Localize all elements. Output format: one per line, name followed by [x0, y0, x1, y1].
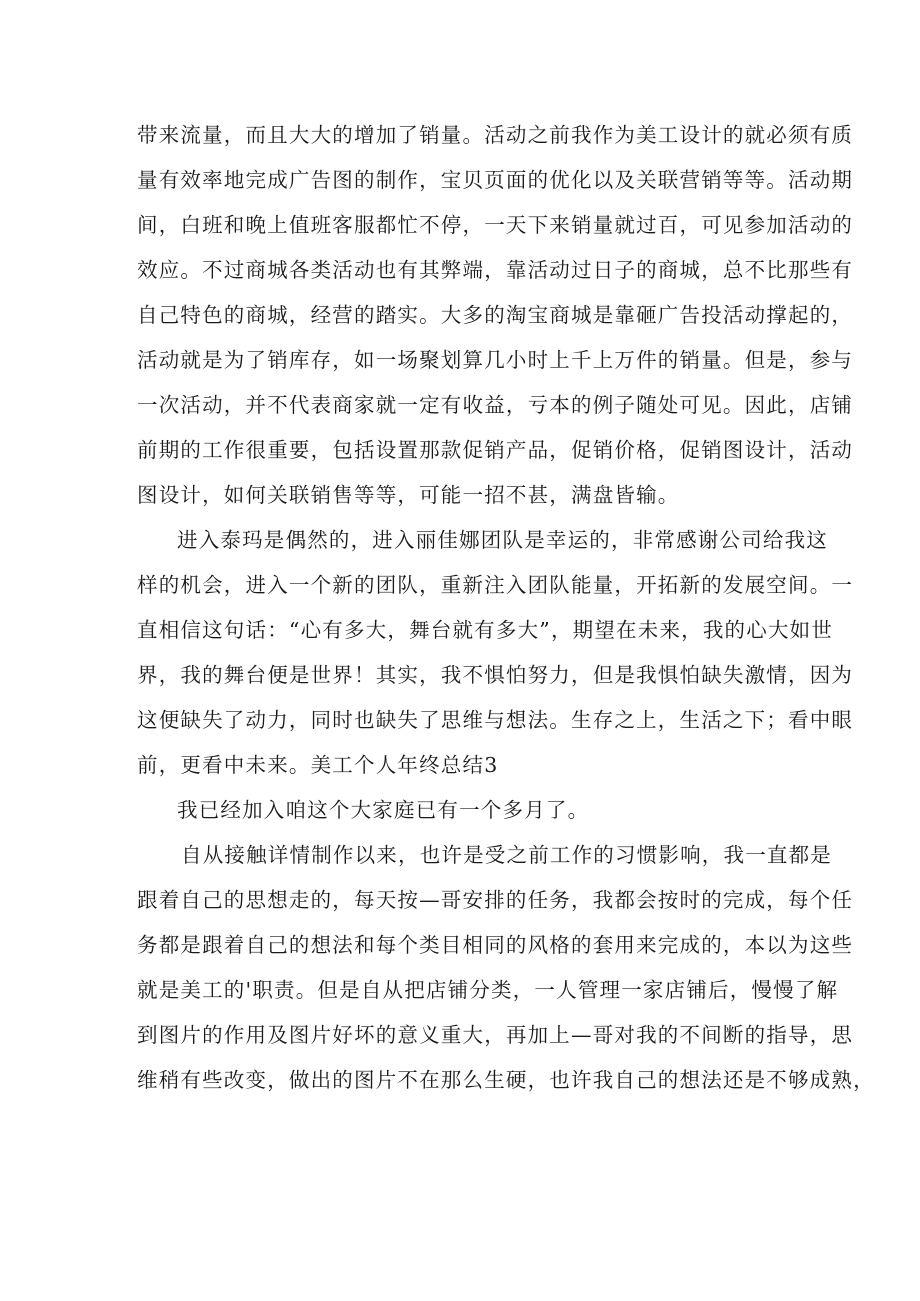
body-text — [137, 113, 875, 1103]
text-line: 自己特色的商城，经营的踏实。大多的淘宝商城是靠砸广告投活动撑起的， — [137, 303, 854, 327]
text-line: 图设计，如何关联销售等等，可能一招不甚，满盘皆输。 — [137, 483, 680, 507]
paragraph-start-line: 进入泰玛是偶然的，进入丽佳娜团队是幸运的，非常感谢公司给我这 — [177, 528, 828, 552]
text-line: 跟着自己的思想走的，每天按—哥安排的任务，我都会按时的完成，每个任 — [137, 888, 854, 912]
text-line: 就是美工的'职责。但是自从把店铺分类，一人管理一家店铺后，慢慢了解 — [137, 978, 839, 1002]
text-line: 间，白班和晚上值班客服都忙不停，一天下来销量就过百，可见参加活动的 — [137, 213, 854, 237]
text-line: 效应。不过商城各类活动也有其弊端，靠活动过日子的商城，总不比那些有 — [137, 258, 854, 282]
text-line: 维稍有些改变，做出的图片不在那么生硬，也许我自己的想法还是不够成熟， — [137, 1068, 875, 1092]
text-line: 量有效率地完成广告图的制作，宝贝页面的优化以及关联营销等等。活动期 — [137, 168, 854, 192]
text-line: 活动就是为了销库存，如一场聚划算几小时上千上万件的销量。但是，参与 — [137, 348, 854, 372]
text-line: 前期的工作很重要，包括设置那款促销产品，促销价格，促销图设计，活动 — [137, 438, 854, 462]
text-line: 直相信这句话：“心有多大，舞台就有多大”，期望在未来，我的心大如世 — [137, 618, 834, 642]
text-line: 前，更看中未来。美工个人年终总结3 — [137, 753, 499, 777]
text-line: 到图片的作用及图片好坏的意义重大，再加上—哥对我的不间断的指导，思 — [137, 1023, 854, 1047]
text-line: 一次活动，并不代表商家就一定有收益，亏本的例子随处可见。因此，店铺 — [137, 393, 854, 417]
paragraph-start-line: 自从接触详情制作以来，也许是受之前工作的习惯影响，我一直都是 — [181, 843, 832, 867]
text-line: 这便缺失了动力，同时也缺失了思维与想法。生存之上，生活之下；看中眼 — [137, 708, 854, 732]
text-line: 界，我的舞台便是世界！其实，我不惧怕努力，但是我惧怕缺失激情，因为 — [137, 663, 854, 687]
text-line: 样的机会，进入一个新的团队，重新注入团队能量，开拓新的发展空间。一 — [137, 573, 854, 597]
text-line: 务都是跟着自己的想法和每个类目相同的风格的套用来完成的，本以为这些 — [137, 933, 854, 957]
text-line: 带来流量，而且大大的增加了销量。活动之前我作为美工设计的就必须有质 — [137, 123, 854, 147]
paragraph-start-line: 我已经加入咱这个大家庭已有一个多月了。 — [177, 798, 590, 822]
